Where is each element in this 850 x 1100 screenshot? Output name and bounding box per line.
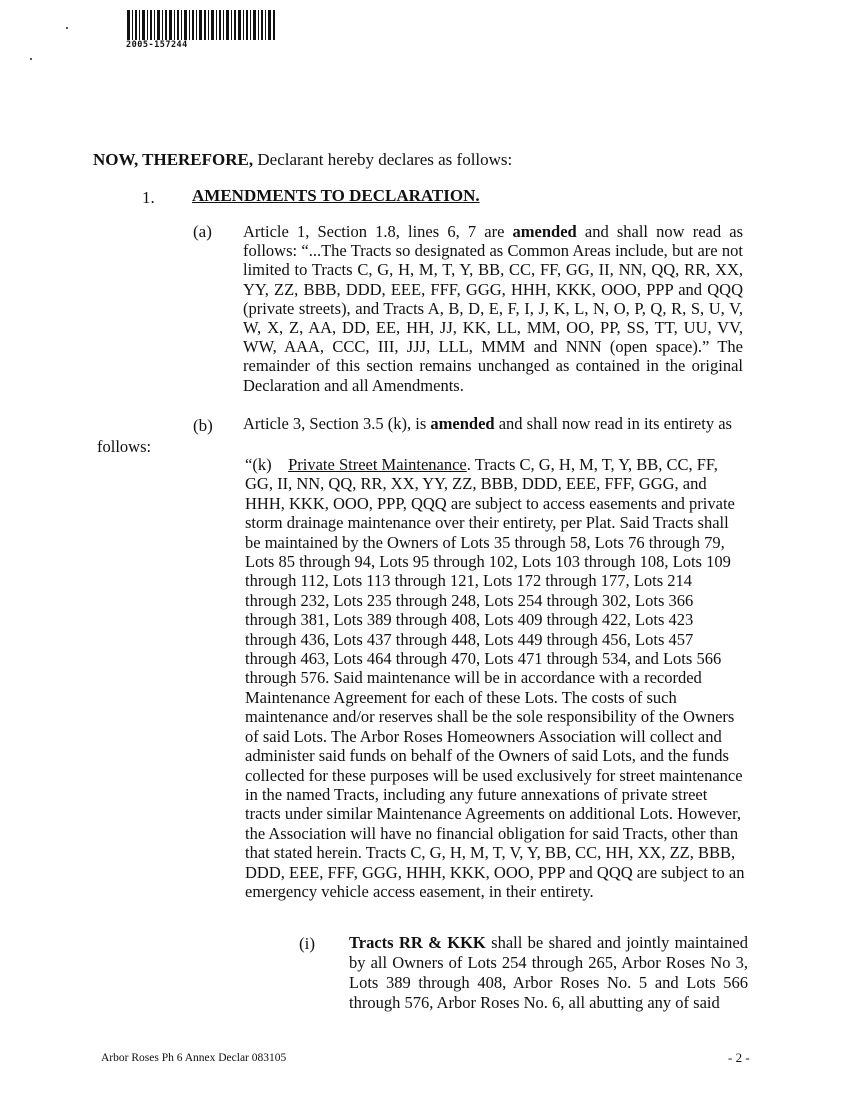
item-b-text-start: Article 3, Section 3.5 (k), is <box>243 414 431 433</box>
item-a-bold: amended <box>512 222 577 241</box>
item-i-text: shall be shared and jointly maintained by all Owners of Lots 254 through 265, Arbor Roses No 3, Lots 389 through 408, Arbor Roses No. 5 and Lots 566 through 576, Arbor Roses No. 6, all abutting any of said <box>349 933 748 1012</box>
item-b-text-rest: and shall now read in its entirety as <box>494 414 732 433</box>
item-b-follows: follows: <box>97 437 152 456</box>
barcode-image <box>127 10 277 40</box>
item-a-marker: (a) <box>193 222 212 241</box>
intro-bold-lead: NOW, THEREFORE, <box>93 150 254 169</box>
item-i-bold: Tracts RR & KKK <box>349 933 486 952</box>
page-number: - 2 - <box>728 1050 750 1065</box>
quote-heading: Private Street Maintenance <box>288 455 467 474</box>
scan-speck <box>30 58 32 60</box>
section-number: 1. <box>142 188 155 207</box>
item-i-paragraph <box>349 933 748 1013</box>
barcode-number: 2005-157244 <box>126 40 188 50</box>
footer-document-title: Arbor Roses Ph 6 Annex Declar 083105 <box>101 1052 287 1064</box>
section-title: AMENDMENTS TO DECLARATION. <box>192 186 480 205</box>
quoted-section-k <box>245 455 745 901</box>
item-i-marker: (i) <box>299 934 316 953</box>
item-b-paragraph <box>243 414 743 433</box>
item-b-bold: amended <box>430 414 495 433</box>
item-b-marker: (b) <box>193 416 213 435</box>
item-a-text-start: Article 1, Section 1.8, lines 6, 7 are <box>243 222 513 241</box>
intro-line <box>93 150 512 170</box>
intro-rest: Declarant hereby declares as follows: <box>253 150 513 169</box>
item-a-text-rest: and shall now read as follows: “...The Tracts so designated as Common Areas include, but are not limited to Tracts C, G, H, M, T, Y, BB, CC, FF, GG, II, NN, QQ, RR, XX, YY, ZZ, BBB, DDD, EEE, FFF, GGG, HHH, KKK, OOO, PPP and QQQ (private streets), and Tracts A, B, D, E, F, I, J, K, L, N, O, P, Q, R, S, U, V, W, X, Z, AA, DD, EE, HH, JJ, KK, LL, MM, OO, PP, SS, TT, UU, VV, WW, AAA, CCC, III, JJJ, LLL, MMM and NNN (open space).” The remainder of this section remains unchanged as contained in the original Declaration and all Amendments. <box>243 222 743 395</box>
quote-body: . Tracts C, G, H, M, T, Y, BB, CC, FF, GG, II, NN, QQ, RR, XX, YY, ZZ, BBB, DDD, EEE, FFF, GGG, and HHH, KKK, OOO, PPP, QQQ are subject to access easements and private storm drainage maintenance over their entirety, per Plat. Said Tracts shall be maintained by the Owners of Lots 35 through 58, Lots 76 through 79, Lots 85 through 94, Lots 95 through 102, Lots 103 through 108, Lots 109 through 112, Lots 113 through 121, Lots 172 through 177, Lots 214 through 232, Lots 235 through 248, Lots 254 through 302, Lots 366 through 381, Lots 389 through 408, Lots 409 through 422, Lots 423 through 436, Lots 437 through 448, Lots 449 through 456, Lots 457 through 463, Lots 464 through 470, Lots 471 through 534, and Lots 566 through 576. Said maintenance will be in accordance with a recorded Maintenance Agreement for each of these Lots. The costs of such maintenance and/or reserves shall be the sole responsibility of the Owners of said Lots. The Arbor Roses Homeowners Association will collect and administer said funds on behalf of the Owners of said Lots, and the funds collected for these purposes will be used exclusively for street maintenance in the named Tracts, including any future annexations of private street tracts under similar Maintenance Agreements on additional Lots. However, the Association will have no financial obligation for said Tracts, other than that stated herein. Tracts C, G, H, M, T, V, Y, BB, CC, HH, XX, ZZ, BBB, DDD, EEE, FFF, GGG, HHH, KKK, OOO, PPP and QQQ are subject to an emergency vehicle access easement, in their entirety. <box>245 455 745 901</box>
item-a-paragraph <box>243 222 743 395</box>
scan-speck <box>66 27 68 29</box>
quote-open-label: “(k) <box>245 455 272 474</box>
